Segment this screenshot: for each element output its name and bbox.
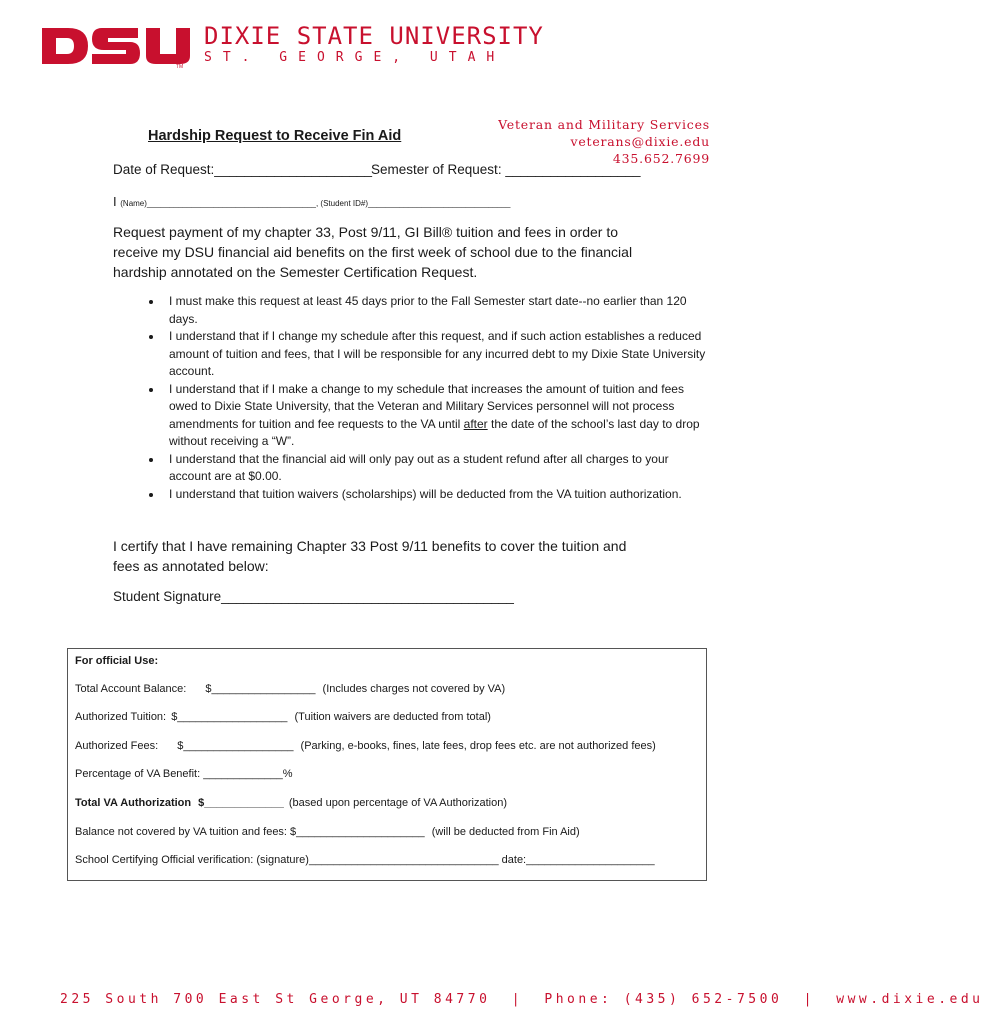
- footer-address: 225 South 700 East St George, UT 84770: [60, 992, 491, 1007]
- office-phone: 435.652.7699: [612, 151, 710, 166]
- row-label: Authorized Fees:: [75, 740, 159, 752]
- i-prefix: I: [113, 194, 117, 209]
- university-name: DIXIE STATE UNIVERSITY: [204, 22, 544, 50]
- list-item: • I must make this request at least 45 days prior to the Fall Semester start date--no earlier than 120 days.: [163, 293, 708, 328]
- form-title: Hardship Request to Receive Fin Aid: [148, 128, 402, 144]
- university-city: ST. GEORGE, UTAH: [204, 50, 506, 65]
- list-item: • I understand that if I change my schedule after this request, and if such action establishes a reduced amount of tuition and fees, that I will be responsible for any incurred debt to my Dixie State University account.: [163, 328, 708, 381]
- list-item-text: I understand that if I make a change to my schedule that increases the amount of tuition and fees owed to Dixie State University, that the Veteran and Military Services personnel will not process amendments for tuition and fee requests to the VA until: [169, 381, 684, 431]
- row-note: (will be deducted from Fin Aid): [431, 826, 580, 838]
- after-emphasis: after: [463, 416, 488, 431]
- certifying-official-signature-field[interactable]: School Certifying Official verification: (signature)_______________________________ date:_____________________: [75, 854, 655, 866]
- footer-separator: |: [803, 992, 815, 1007]
- list-item: • I understand that tuition waivers (scholarships) will be deducted from the VA tuition authorization.: [163, 486, 708, 504]
- list-item-tail: the date of the school’s last day to drop without receiving a “W”.: [169, 416, 700, 448]
- row-note: (Includes charges not covered by VA): [322, 683, 506, 695]
- row-label: Total VA Authorization: [75, 797, 192, 809]
- row-label: Authorized Tuition:: [75, 711, 167, 723]
- footer-website[interactable]: www.dixie.edu: [836, 992, 984, 1007]
- total-va-authorization-row: [75, 797, 507, 809]
- list-item: [163, 381, 708, 451]
- total-account-balance-field[interactable]: $_________________: [205, 683, 316, 695]
- authorized-tuition-row: [75, 711, 491, 723]
- row-note: (Tuition waivers are deducted from total): [294, 711, 491, 723]
- semester-of-request-field[interactable]: Semester of Request: __________________: [371, 162, 641, 177]
- student-signature-field[interactable]: Student Signature_______________________________________: [113, 589, 514, 604]
- balance-not-covered-field[interactable]: Balance not covered by VA tuition and fees: $_____________________: [75, 826, 425, 838]
- list-item: • I understand that the financial aid will only pay out as a student refund after all charges to your account are at $0.00.: [163, 451, 708, 486]
- footer-separator: |: [511, 992, 524, 1007]
- name-id-line: [113, 194, 510, 209]
- official-use-box: [67, 648, 707, 881]
- intro-paragraph: Request payment of my chapter 33, Post 9/11, GI Bill® tuition and fees in order to receive my DSU financial aid benefits on the first week of school due to the financial hardship annotated on the Semester Certification Request.: [113, 224, 633, 280]
- office-name: Veteran and Military Services: [498, 117, 710, 132]
- authorized-tuition-field[interactable]: $__________________: [171, 711, 288, 723]
- contact-block: [498, 116, 710, 167]
- balance-not-covered-row: [75, 826, 580, 838]
- official-heading: For official Use:: [75, 655, 159, 667]
- email-link[interactable]: veterans@dixie.edu: [570, 134, 710, 149]
- footer-phone: Phone: (435) 652-7500: [544, 992, 783, 1007]
- row-note: (based upon percentage of VA Authorization): [288, 797, 508, 809]
- certify-paragraph: I certify that I have remaining Chapter 33 Post 9/11 benefits to cover the tuition and fees as annotated below:: [113, 538, 627, 574]
- percentage-va-benefit-field[interactable]: Percentage of VA Benefit: _____________%: [75, 768, 293, 780]
- name-student-id-field[interactable]: (Name)______________________________________, (Student ID#)________________________________: [120, 199, 511, 208]
- authorized-fees-row: [75, 740, 656, 752]
- total-va-authorization-field[interactable]: $_____________: [198, 797, 284, 809]
- row-note: (Parking, e-books, fines, late fees, drop fees etc. are not authorized fees): [300, 740, 656, 752]
- total-account-balance-row: [75, 683, 505, 695]
- authorized-fees-field[interactable]: $__________________: [177, 740, 294, 752]
- conditions-list: [113, 293, 708, 503]
- date-of-request-field[interactable]: Date of Request:_____________________: [113, 162, 372, 177]
- dsu-logo: [40, 24, 195, 70]
- row-label: Total Account Balance:: [75, 683, 187, 695]
- trademark-mark: TM: [176, 64, 184, 70]
- footer: [60, 992, 984, 1007]
